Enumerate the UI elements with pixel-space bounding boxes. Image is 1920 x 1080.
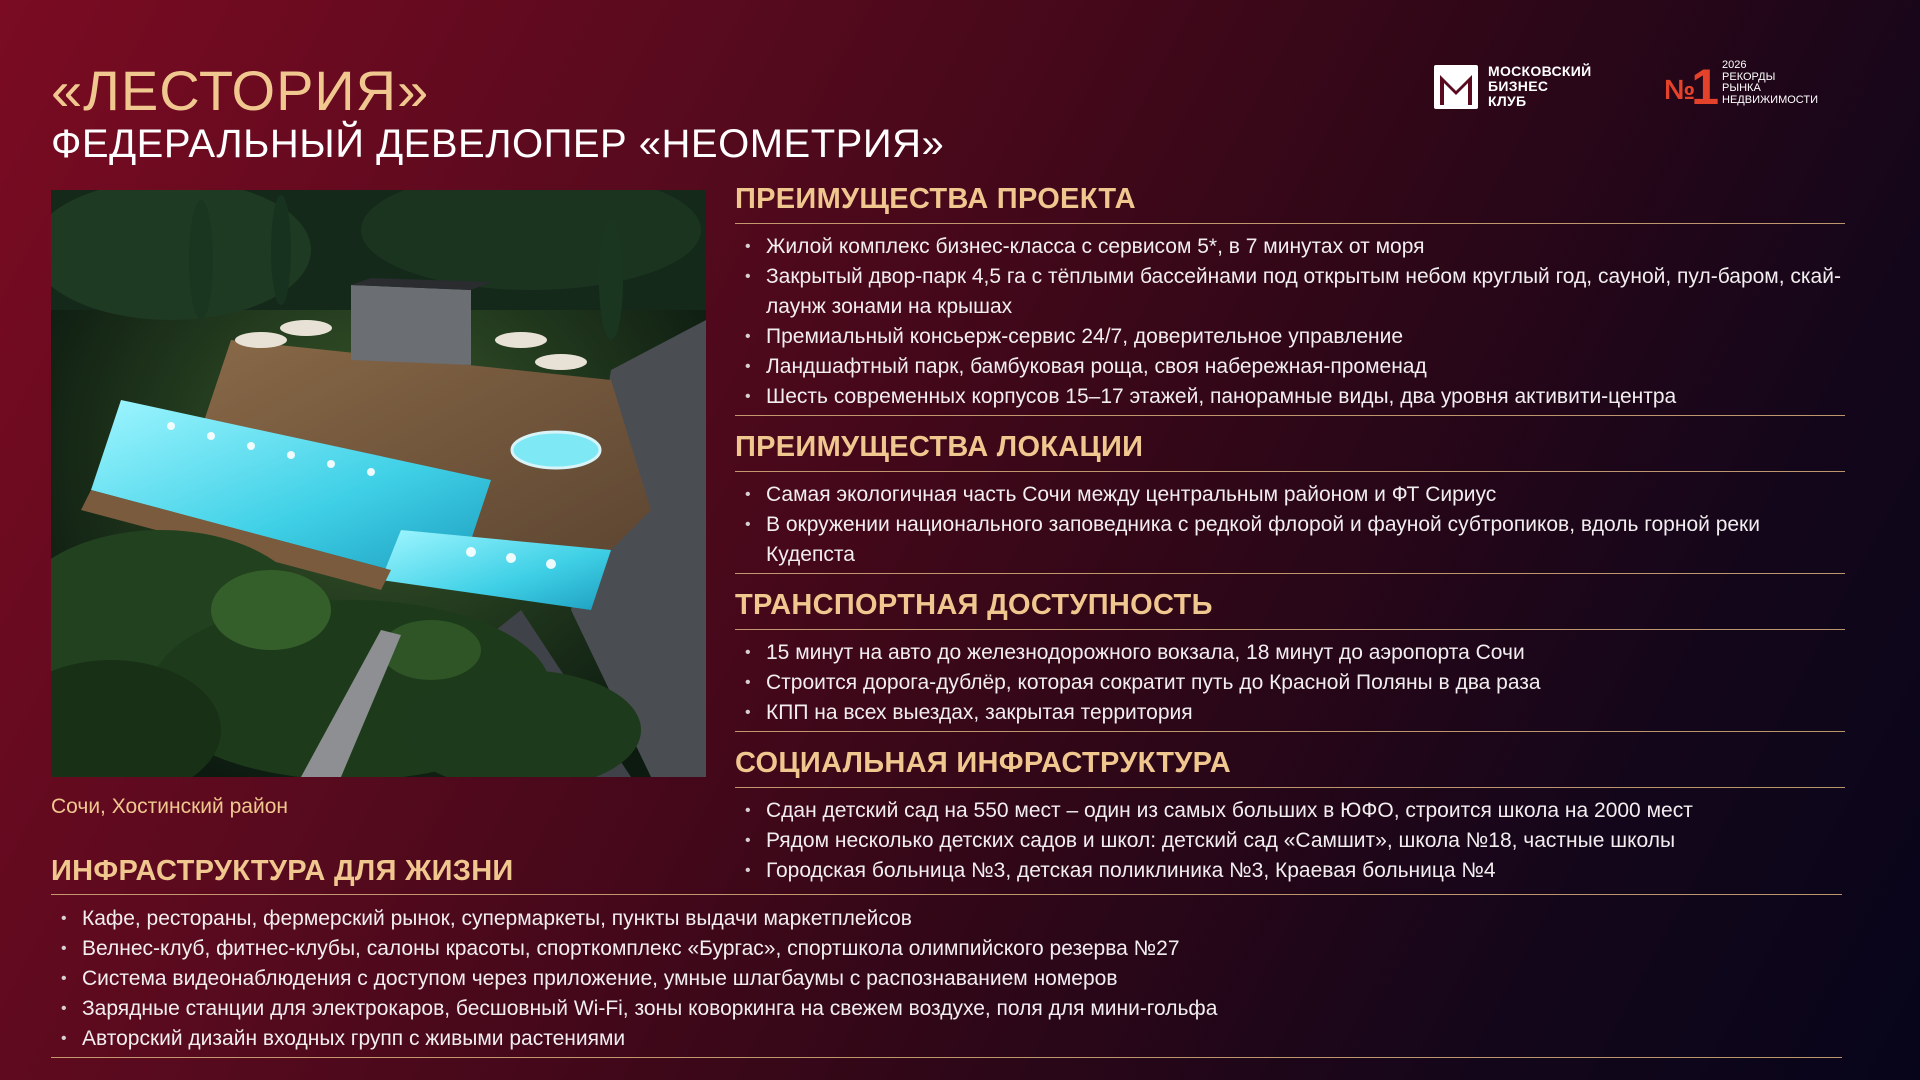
list-item: • Рядом несколько детских садов и школ: детский сад «Самшит», школа №18, частные школы [735, 826, 1845, 856]
list-item: • Премиальный консьерж-сервис 24/7, доверительное управление [735, 322, 1845, 352]
list-item: • Зарядные станции для электрокаров, бесшовный Wi-Fi, зоны коворкинга на свежем воздухе, поля для мини-гольфа [51, 994, 1842, 1024]
list-item: • Авторский дизайн входных групп с живыми растениями [51, 1024, 1842, 1054]
list-item: • Шесть современных корпусов 15–17 этажей, панорамные виды, два уровня активити-центра [735, 382, 1845, 412]
list-item: • 15 минут на авто до железнодорожного вокзала, 18 минут до аэропорта Сочи [735, 638, 1845, 668]
page-title: «ЛЕСТОРИЯ» [51, 59, 430, 122]
bullet-list [735, 224, 1845, 412]
section-title: ПРЕИМУЩЕСТВА ЛОКАЦИИ [735, 431, 1144, 463]
list-item: • Строится дорога-дублёр, которая сократит путь до Красной Поляны в два раза [735, 668, 1845, 698]
bullet-list [735, 472, 1845, 570]
list-item: • Кафе, рестораны, фермерский рынок, супермаркеты, пункты выдачи маркетплейсов [51, 904, 1842, 934]
section-title: ИНФРАСТРУКТУРА ДЛЯ ЖИЗНИ [51, 855, 514, 887]
list-item: • Жилой комплекс бизнес-класса с сервисом 5*, в 7 минутах от моря [735, 232, 1845, 262]
section-title: ТРАНСПОРТНАЯ ДОСТУПНОСТЬ [735, 589, 1213, 621]
mbk-logo [1434, 64, 1591, 109]
section-title: СОЦИАЛЬНАЯ ИНФРАСТРУКТУРА [735, 747, 1231, 779]
photo-caption: Сочи, Хостинский район [51, 795, 288, 818]
project-photo [51, 190, 706, 777]
award-logo [1664, 59, 1818, 115]
section-divider [735, 471, 1845, 472]
section-divider [735, 223, 1845, 224]
list-item: • Сдан детский сад на 550 мест – один из самых больших в ЮФО, строится школа на 2000 мест [735, 796, 1845, 826]
section-transport [735, 587, 1845, 732]
mbk-logo-text: МОСКОВСКИЙ БИЗНЕС КЛУБ [1488, 63, 1592, 109]
section-location-advantages [735, 429, 1845, 574]
mbk-logo-icon [1434, 65, 1478, 109]
section-divider [735, 787, 1845, 788]
section-divider [735, 629, 1845, 630]
list-item: • Самая экологичная часть Сочи между центральным районом и ФТ Сириус [735, 480, 1845, 510]
award-number-prefix: № [1664, 74, 1694, 105]
section-project-advantages [735, 181, 1845, 416]
list-item: • В окружении национального заповедника с редкой флорой и фауной субтропиков, вдоль горной реки Кудепста [735, 510, 1845, 570]
list-item: • Городская больница №3, детская поликлиника №3, Краевая больница №4 [735, 856, 1845, 886]
bullet-list [51, 889, 1842, 1054]
bullet-list [735, 630, 1845, 728]
list-item: • Ландшафтный парк, бамбуковая роща, своя набережная-променад [735, 352, 1845, 382]
list-item: • КПП на всех выездах, закрытая территория [735, 698, 1845, 728]
award-text: 2026 РЕКОРДЫ РЫНКА НЕДВИЖИМОСТИ [1722, 59, 1818, 106]
section-life-infrastructure [51, 853, 1842, 1058]
pool-render-image [51, 190, 706, 777]
section-divider [51, 1057, 1842, 1058]
section-divider [735, 731, 1845, 732]
page-subtitle: ФЕДЕРАЛЬНЫЙ ДЕВЕЛОПЕР «НЕОМЕТРИЯ» [51, 122, 945, 166]
section-divider [735, 415, 1845, 416]
list-item: • Система видеонаблюдения с доступом через приложение, умные шлагбаумы с распознаванием номеров [51, 964, 1842, 994]
section-divider [735, 573, 1845, 574]
award-number: 1 [1691, 59, 1720, 115]
section-title: ПРЕИМУЩЕСТВА ПРОЕКТА [735, 183, 1136, 215]
list-item: • Закрытый двор-парк 4,5 га с тёплыми бассейнами под открытым небом круглый год, сауной, пул-баром, скай-лаунж зонами на крышах [735, 262, 1845, 322]
list-item: • Велнес-клуб, фитнес-клубы, салоны красоты, спорткомплекс «Бургас», спортшкола олимпийского резерва №27 [51, 934, 1842, 964]
